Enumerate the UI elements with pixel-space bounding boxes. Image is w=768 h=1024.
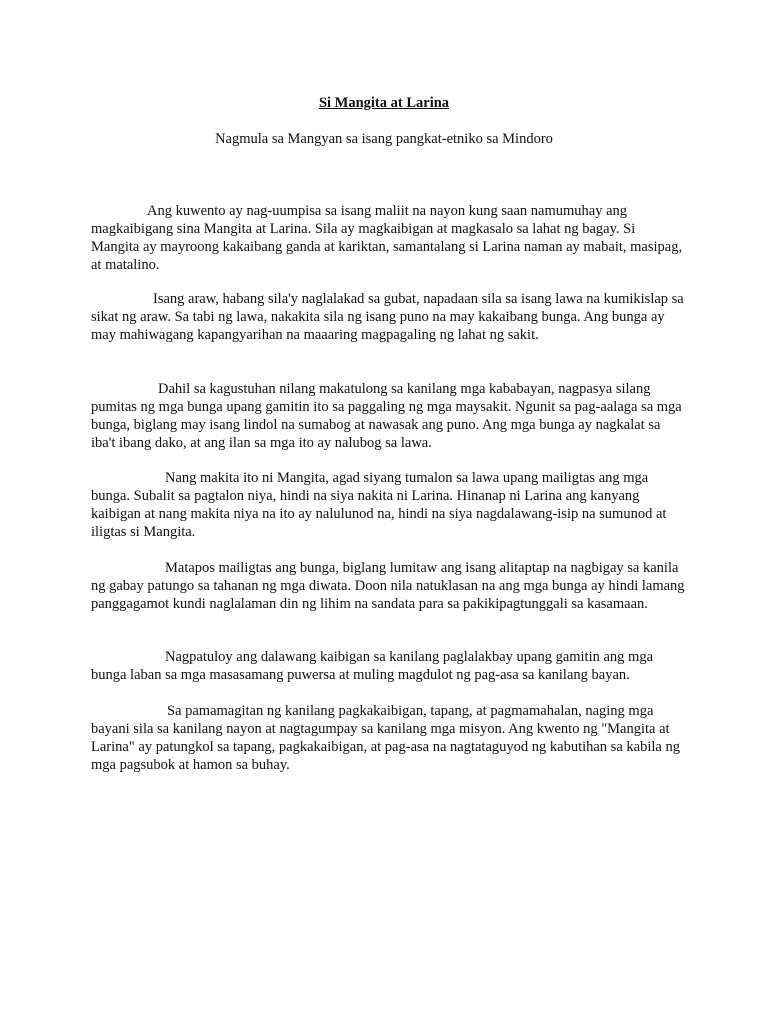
paragraph-3: Dahil sa kagustuhan nilang makatulong sa kanilang mga kababayan, nagpasya silang pumitas ng mga bunga upang gamitin ito sa paggaling ng mga maysakit. Ngunit sa pag-aalaga sa mga bunga, biglang may isang lindol na sumabog at nawasak ang puno. Ang mga bunga ay nagkalat sa iba't ibang dako, at ang ilan sa mga ito ay nalubog sa lawa.	[91, 381, 682, 451]
paragraph-4: Nang makita ito ni Mangita, agad siyang tumalon sa lawa upang mailigtas ang mga bunga. Subalit sa pagtalon niya, hindi na siya nakita ni Larina. Hinanap ni Larina ang kanyang kaibigan at nang makita niya na ito ay nalulunod na, hindi na siya nagdalawang-isip na sumunod at iligtas si Mangita.	[91, 470, 667, 540]
paragraph-5: Matapos mailigtas ang bunga, biglang lumitaw ang isang alitaptap na nagbigay sa kanila ng gabay patungo sa tahanan ng mga diwata. Doon nila natuklasan na ang mga bunga ay hindi lamang panggagamot kundi naglalaman din ng lihim na sandata para sa pakikipagtunggali sa kasamaan.	[91, 560, 685, 612]
paragraph-2: Isang araw, habang sila'y naglalakad sa gubat, napadaan sila sa isang lawa na kumikislap sa sikat ng araw. Sa tabi ng lawa, nakakita sila ng isang puno na may kakaibang bunga. Ang bunga ay may mahiwagang kapangyarihan na maaaring magpagaling ng lahat ng sakit.	[91, 291, 684, 343]
paragraph-7: Sa pamamagitan ng kanilang pagkakaibigan, tapang, at pagmamahalan, naging mga bayani sila sa kanilang nayon at nagtagumpay sa kanilang mga misyon. Ang kwento ng "Mangita at Larina" ay patungkol sa tapang, pagkakaibigan, at pag-asa na nagtataguyod ng kabutihan sa kabila ng mga pagsubok at hamon sa buhay.	[91, 703, 680, 773]
paragraph-6: Nagpatuloy ang dalawang kaibigan sa kanilang paglalakbay upang gamitin ang mga bunga laban sa mga masasamang puwersa at muling magdulot ng pag-asa sa kanilang bayan.	[91, 649, 654, 683]
document-title: Si Mangita at Larina	[318, 95, 450, 111]
paragraph-1: Ang kuwento ay nag-uumpisa sa isang maliit na nayon kung saan namumuhay ang magkaibigang sina Mangita at Larina. Sila ay magkaibigan at magkasalo sa lahat ng bagay. Si Mangita ay mayroong kakaibang ganda at kariktan, samantalang si Larina naman ay mabait, masipag, at matalino.	[91, 203, 683, 273]
document-subtitle: Nagmula sa Mangyan sa isang pangkat-etniko sa Mindoro	[215, 131, 553, 147]
